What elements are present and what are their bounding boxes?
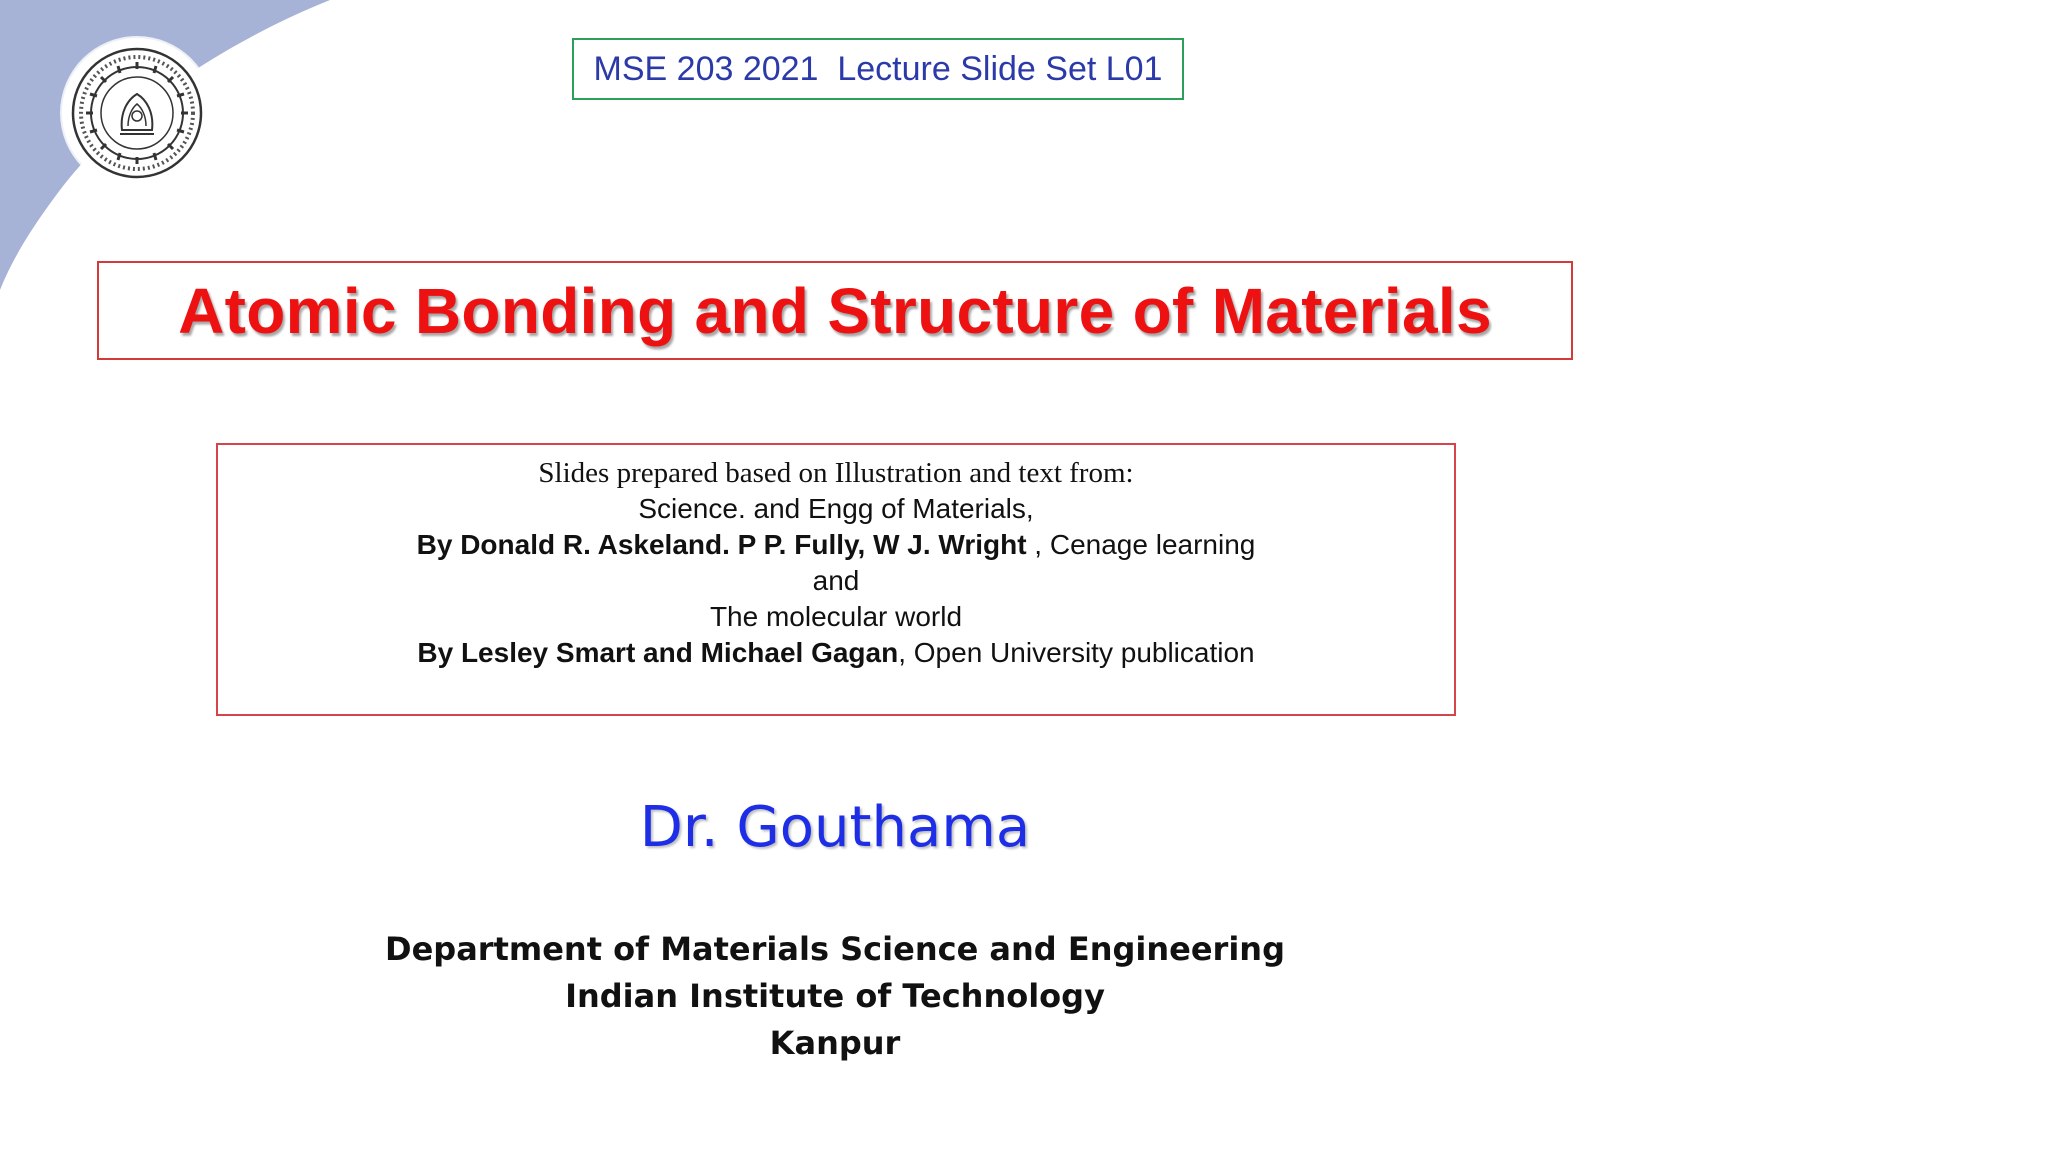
department-name: Department of Materials Science and Engineering bbox=[385, 930, 1285, 968]
slide-title: Atomic Bonding and Structure of Materials bbox=[178, 274, 1492, 347]
book2-credit bbox=[218, 635, 1454, 671]
source-credits-box bbox=[216, 443, 1456, 716]
sources-conjunction: and bbox=[812, 565, 860, 596]
title-box bbox=[97, 261, 1573, 360]
author-name: Dr. Gouthama bbox=[639, 795, 1031, 860]
institute-name: Indian Institute of Technology bbox=[565, 977, 1105, 1015]
institute-seal-icon bbox=[62, 38, 212, 188]
book2-authors: By Lesley Smart and Michael Gagan bbox=[417, 637, 899, 668]
book1-title: Science. and Engg of Materials, bbox=[638, 493, 1034, 524]
book1-publisher: , Cenage learning bbox=[1026, 529, 1256, 560]
book2-title: The molecular world bbox=[709, 601, 963, 632]
book2-publisher: , Open University publication bbox=[898, 637, 1255, 668]
institute-logo bbox=[62, 38, 212, 188]
lecture-set-label: MSE 203 2021 Lecture Slide Set L01 bbox=[572, 38, 1184, 100]
affiliation-block bbox=[0, 926, 1670, 1067]
book1-authors: By Donald R. Askeland. P P. Fully, W J. Wright bbox=[416, 529, 1027, 560]
sources-intro: Slides prepared based on Illustration and text from: bbox=[538, 457, 1134, 489]
city-name: Kanpur bbox=[769, 1024, 901, 1062]
book1-credit bbox=[218, 527, 1454, 563]
